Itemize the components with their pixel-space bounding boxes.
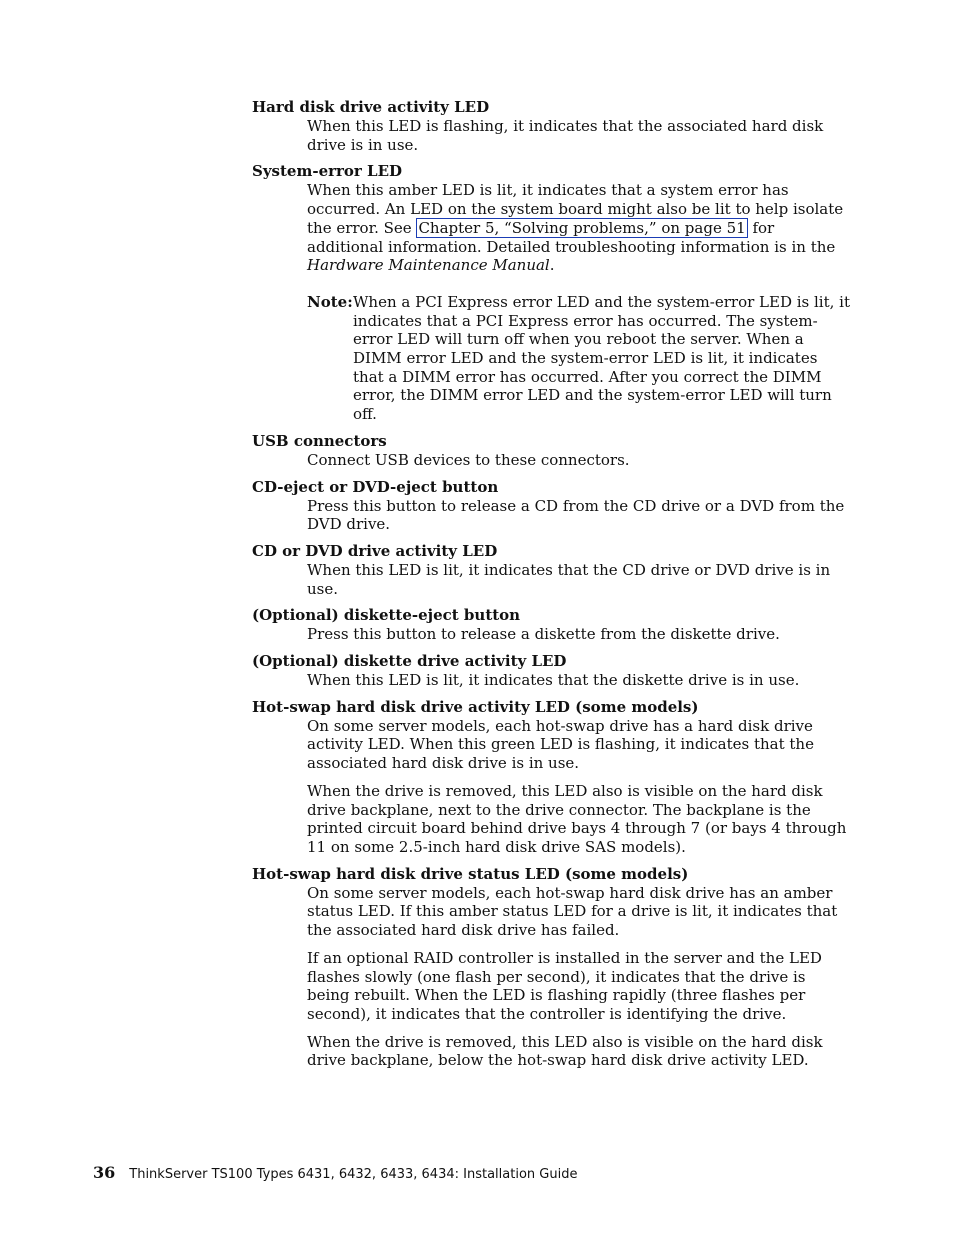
paragraph [307,181,852,275]
paragraph: If an optional RAID controller is installed in the server and the LED flashes slowly (one flash per second), it indicates that the drive is being rebuilt. When the LED is flashing rapidly (three flashes per second), it indicates that the controller is identifying the drive. [307,948,822,1023]
paragraph: On some server models, each hot-swap drive has a hard disk drive activity LED. When this green LED is flashing, it indicates that the associated hard disk drive is in use. [307,716,814,773]
page-number: 36 [93,1163,116,1182]
term: USB connectors [252,431,387,450]
term: CD or DVD drive activity LED [252,541,498,560]
definition [307,181,852,423]
term: Hot-swap hard disk drive activity LED (some models) [252,697,699,716]
term: CD-eject or DVD-eject button [252,477,499,496]
definition [307,451,852,470]
paragraph: Connect USB devices to these connectors. [307,450,630,469]
term: (Optional) diskette-eject button [252,606,521,625]
term: (Optional) diskette drive activity LED [252,652,567,671]
definition [307,497,852,534]
text: . [549,256,555,275]
definition [307,884,852,1070]
paragraph: When this LED is flashing, it indicates that the associated hard disk drive is in use. [307,117,824,154]
term: Hot-swap hard disk drive status LED (some models) [252,864,689,883]
manual-title: Hardware Maintenance Manual [307,256,550,275]
paragraph: When this LED is lit, it indicates that the CD drive or DVD drive is in use. [307,560,831,598]
paragraph: Press this button to release a CD from the CD drive or a DVD from the DVD drive. [307,496,845,534]
definition [307,625,852,644]
definition-list [252,98,852,1070]
paragraph: On some server models, each hot-swap hard disk drive has an amber status LED. If this amber status LED for a drive is lit, it indicates that the associated hard disk drive has failed. [307,883,838,940]
book-title: ThinkServer TS100 Types 6431, 6432, 6433, 6434: Installation Guide [129,1167,578,1182]
chapter-link[interactable]: Chapter 5, “Solving problems,” on page 51 [418,218,746,237]
definition [307,561,852,598]
definition [307,671,852,690]
page-footer [93,1163,577,1182]
note [307,293,852,424]
definition [307,717,852,857]
text: for additional information. Detailed troubleshooting information is in the [307,218,836,256]
paragraph: When the drive is removed, this LED also is visible on the hard disk drive backplane, next to the drive connector. The backplane is the printed circuit board behind drive bays 4 through 7 (or bays 4 through 11 on some 2.5-inch hard disk drive SAS models). [307,781,847,856]
text: When this amber LED is lit, it indicates that a system error has occurred. An LED on the system board might also be lit to help isolate the error. See [307,181,844,237]
document-body [252,98,852,1078]
note-label: Note: [307,292,353,311]
note-text: When a PCI Express error LED and the system-error LED is lit, it indicates that a PCI Express error has occurred. The system-error LED will turn off when you reboot the server. When a DIMM error LED and the system-error LED is lit, it indicates that a DIMM error has occurred. After you correct the DIMM error, the DIMM error LED and the system-error LED will turn off. [353,292,850,424]
paragraph: When the drive is removed, this LED also is visible on the hard disk drive backplane, below the hot-swap hard disk drive activity LED. [307,1032,823,1070]
paragraph: Press this button to release a diskette from the diskette drive. [307,625,780,644]
paragraph: When this LED is lit, it indicates that the diskette drive is in use. [307,671,800,690]
term: Hard disk drive activity LED [252,98,490,116]
term: System-error LED [252,162,403,181]
definition [307,117,852,154]
